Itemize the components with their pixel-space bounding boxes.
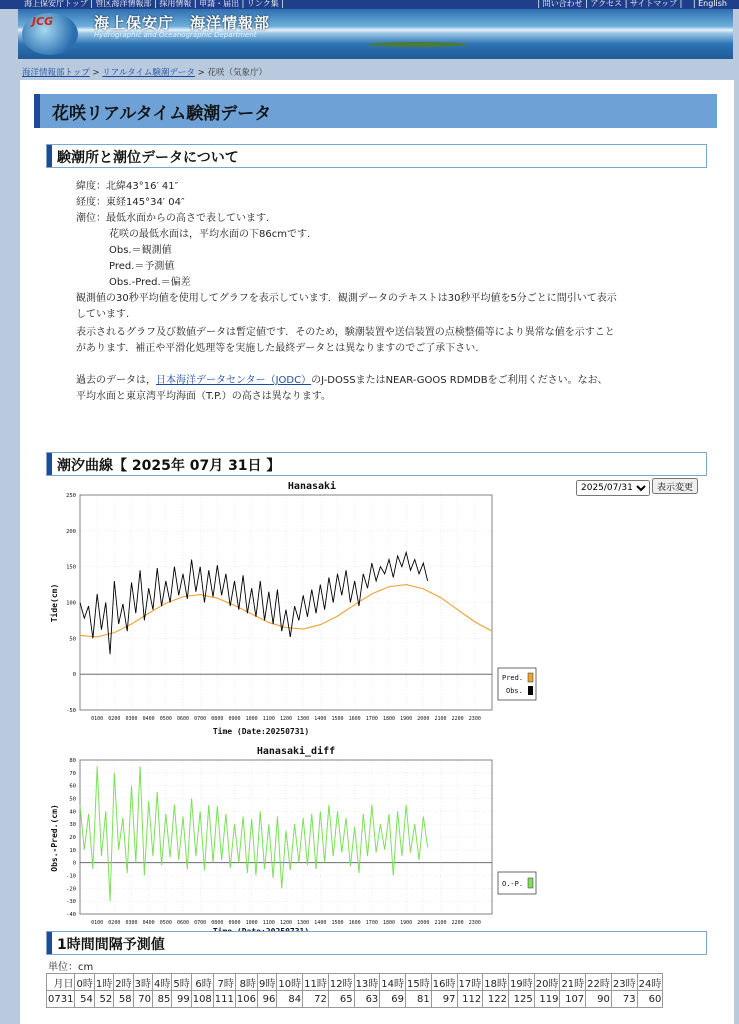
x-tick-label: 0100 [91, 716, 104, 722]
section-header-hourly [46, 931, 707, 955]
table-cell: 85 [152, 991, 171, 1008]
provisional-note-text: 表示されるグラフ及び数値データは暫定値です．そのため，験潮装置や送信装置の点検整備等により異常な値を示すこと [76, 327, 615, 338]
section-accent-bar [47, 145, 52, 167]
x-tick-label: 1500 [331, 716, 344, 722]
x-tick-label: 1800 [382, 716, 396, 722]
latitude-text: 緯度：北緯43°16′ 41″ [76, 181, 179, 192]
table-cell: 73 [611, 991, 637, 1008]
y-tick-label: -40 [66, 912, 76, 918]
site-banner [18, 9, 733, 59]
chart-title: Hanasaki_diff [256, 746, 336, 757]
x-tick-label: 0900 [228, 716, 241, 722]
section-accent-bar [47, 932, 52, 954]
past-data-text [76, 373, 608, 389]
obs-def-text: Obs.＝観測値 [109, 245, 172, 256]
x-tick-label: 0300 [125, 920, 138, 926]
site-title: 海上保安庁 海洋情報部 [94, 14, 271, 32]
table-header-cell: 1時 [94, 974, 113, 991]
breadcrumb-separator: > [194, 68, 208, 78]
datum-text: 花咲の最低水面は，平均水面の下86cmです. [109, 229, 311, 240]
table-header-cell: 16時 [431, 974, 457, 991]
jcg-logo-text: JCG [32, 15, 54, 28]
legend-pred-swatch [528, 673, 533, 682]
graph-note-text-cont: しています. [76, 309, 130, 320]
table-header-cell: 6時 [191, 974, 213, 991]
section-title-curve: 潮汐曲線【 2025年 07月 31日 】 [57, 458, 281, 474]
x-tick-label: 0100 [91, 920, 104, 926]
breadcrumb-realtime-link[interactable]: リアルタイム験潮データ [102, 68, 195, 78]
table-cell: 99 [172, 991, 191, 1008]
diff-chart [46, 744, 566, 942]
table-row [47, 991, 663, 1008]
x-tick-label: 2100 [434, 716, 447, 722]
pred-def-text: Pred.＝予測値 [109, 261, 175, 272]
y-tick-label: 20 [69, 835, 76, 841]
top-nav-left-links[interactable]: 海上保安庁トップ | 管区海洋情報部 | 採用情報 | 申請・届出 | リンク集 | [24, 0, 284, 8]
table-cell: 54 [75, 991, 94, 1008]
table-header-cell: 21時 [560, 974, 586, 991]
graph-note-text: 観測値の30秒平均値を使用してグラフを表示しています．観測データのテキストは30秒平均値を5分ごとに間引いて表示 [76, 293, 617, 304]
x-tick-label: 0500 [159, 920, 172, 926]
table-header-cell: 10時 [277, 974, 303, 991]
x-tick-label: 2000 [417, 716, 430, 722]
table-header-cell: 月日 [47, 974, 75, 991]
top-navigation [0, 0, 739, 9]
date-controls [576, 475, 698, 496]
y-tick-label: 80 [69, 758, 76, 764]
table-cell: 119 [534, 991, 560, 1008]
table-header-cell: 7時 [213, 974, 235, 991]
table-header-cell: 17時 [457, 974, 483, 991]
x-tick-label: 0500 [159, 716, 172, 722]
x-tick-label: 1800 [382, 920, 396, 926]
section-accent-bar [47, 453, 52, 475]
y-axis-label: Tide(cm) [50, 583, 59, 623]
x-tick-label: 2200 [451, 716, 464, 722]
y-tick-label: -30 [66, 899, 76, 906]
table-cell: 122 [483, 991, 509, 1008]
y-tick-label: 250 [66, 493, 76, 499]
table-cell: 84 [277, 991, 303, 1008]
x-tick-label: 0600 [176, 920, 190, 926]
x-tick-label: 0200 [108, 716, 121, 722]
x-tick-label: 1000 [245, 920, 258, 926]
table-cell: 111 [213, 991, 235, 1008]
section-title-hourly: 1時間間隔予測値 [57, 937, 165, 953]
tide-desc-text: 潮位：最低水面からの高さで表しています. [76, 213, 270, 224]
x-tick-label: 0400 [142, 920, 155, 926]
page-title: 花咲リアルタイム験潮データ [52, 104, 272, 124]
main-content [20, 80, 734, 1024]
y-tick-label: 10 [69, 847, 76, 854]
breadcrumb-separator: > [89, 68, 103, 78]
x-tick-label: 1900 [400, 716, 413, 722]
table-header-row [47, 974, 663, 991]
x-tick-label: 0400 [142, 716, 155, 722]
display-change-button[interactable]: 表示変更 [652, 478, 698, 494]
tide-chart [46, 478, 566, 740]
y-tick-label: 30 [69, 822, 76, 829]
y-tick-label: -20 [66, 886, 76, 893]
y-tick-label: 70 [69, 770, 76, 777]
legend-obs-swatch [528, 686, 533, 695]
x-tick-label: 0700 [194, 716, 207, 722]
table-cell: 81 [406, 991, 432, 1008]
table-cell: 65 [328, 991, 354, 1008]
table-cell: 106 [235, 991, 257, 1008]
past-data-text-cont: 平均水面と東京湾平均海面（T.P.）の高さは異なります。 [76, 391, 331, 402]
x-tick-label: 2200 [451, 920, 464, 926]
table-cell: 69 [380, 991, 406, 1008]
x-tick-label: 0800 [211, 716, 224, 722]
table-header-cell: 19時 [508, 974, 534, 991]
table-cell: 52 [94, 991, 113, 1008]
y-tick-label: 50 [69, 796, 76, 803]
y-tick-label: 40 [69, 809, 76, 816]
table-cell: 112 [457, 991, 483, 1008]
top-nav-right-links[interactable]: | 問い合わせ | アクセス | サイトマップ | | English [537, 0, 727, 8]
breadcrumb [22, 66, 267, 78]
table-header-cell: 12時 [328, 974, 354, 991]
past-data-rest: のJ-DOSSまたはNEAR-GOOS RDMDBをご利用ください。なお、 [311, 375, 608, 386]
table-header-cell: 5時 [172, 974, 191, 991]
x-tick-label: 1000 [245, 716, 258, 722]
x-tick-label: 1400 [314, 920, 327, 926]
x-tick-label: 1600 [348, 716, 361, 722]
table-header-cell: 3時 [133, 974, 152, 991]
table-cell: 58 [114, 991, 133, 1008]
table-header-cell: 4時 [152, 974, 171, 991]
x-tick-label: 2300 [468, 716, 481, 722]
table-header-cell: 24時 [637, 974, 663, 991]
breadcrumb-home-link[interactable]: 海洋情報部トップ [22, 68, 90, 78]
legend-obs-label: Obs. [506, 687, 523, 695]
diff-def-text: Obs.-Pred.＝偏差 [109, 277, 191, 288]
table-header-cell: 22時 [586, 974, 612, 991]
table-cell: 0731 [47, 991, 75, 1008]
x-tick-label: 2100 [434, 920, 447, 926]
y-tick-label: 100 [66, 600, 76, 607]
table-header-cell: 2時 [114, 974, 133, 991]
y-tick-label: -10 [66, 873, 76, 880]
table-cell: 90 [586, 991, 612, 1008]
x-tick-label: 1300 [297, 716, 310, 722]
x-tick-label: 1500 [331, 920, 344, 926]
section-header-about [46, 144, 707, 168]
x-tick-label: 1100 [262, 920, 275, 926]
longitude-text: 経度：東経145°34′ 04″ [76, 197, 185, 208]
section-title-about: 験潮所と潮位データについて [57, 150, 239, 166]
table-header-cell: 8時 [235, 974, 257, 991]
unit-label: 単位：cm [48, 962, 94, 973]
table-header-cell: 14時 [380, 974, 406, 991]
x-tick-label: 0800 [211, 920, 224, 926]
x-tick-label: 2000 [417, 920, 430, 926]
table-header-cell: 20時 [534, 974, 560, 991]
x-tick-label: 1700 [365, 716, 378, 722]
x-tick-label: 1700 [365, 920, 378, 926]
table-cell: 107 [560, 991, 586, 1008]
x-tick-label: 0600 [176, 716, 190, 722]
table-header-cell: 18時 [483, 974, 509, 991]
x-tick-label: 0900 [228, 920, 241, 926]
title-accent-bar [34, 94, 40, 128]
chart-title: Hanasaki [287, 481, 337, 492]
y-axis-label: Obs.-Pred.(cm) [50, 804, 59, 872]
table-header-cell: 13時 [354, 974, 380, 991]
hourly-prediction-table [46, 973, 663, 1008]
table-cell: 72 [303, 991, 329, 1008]
table-cell: 108 [191, 991, 213, 1008]
x-tick-label: 0200 [108, 920, 121, 926]
table-header-cell: 11時 [303, 974, 329, 991]
y-tick-label: 200 [66, 528, 76, 535]
y-tick-label: 50 [69, 636, 76, 643]
table-cell: 70 [133, 991, 152, 1008]
date-select[interactable] [576, 480, 650, 496]
table-header-cell: 23時 [611, 974, 637, 991]
x-tick-label: 1400 [314, 716, 327, 722]
y-tick-label: 0 [72, 672, 76, 679]
obs-series-line [80, 552, 428, 654]
legend-diff-label: O.-P. [502, 880, 524, 888]
table-cell: 96 [257, 991, 276, 1008]
x-tick-label: 1600 [348, 920, 361, 926]
x-tick-label: 0700 [194, 920, 207, 926]
section-header-curve [46, 452, 707, 476]
diff-series-line [80, 766, 428, 901]
legend-diff-swatch [528, 878, 533, 888]
x-tick-label: 1200 [279, 716, 293, 722]
table-cell: 63 [354, 991, 380, 1008]
jodc-link[interactable]: 日本海洋データセンター（JODC） [156, 375, 312, 386]
breadcrumb-current: 花咲（気象庁） [207, 68, 267, 78]
provisional-note-text-cont: があります．補正や平滑化処理等を実施した最終データとは異なりますのでご了承下さい. [76, 343, 479, 354]
x-tick-label: 1900 [400, 920, 413, 926]
x-tick-label: 1100 [262, 716, 275, 722]
table-cell: 125 [508, 991, 534, 1008]
x-tick-label: 1300 [297, 920, 310, 926]
past-data-lead: 過去のデータは， [76, 375, 156, 386]
table-header-cell: 15時 [406, 974, 432, 991]
plot-area-frame [80, 495, 492, 710]
x-tick-label: 1200 [279, 920, 293, 926]
x-tick-label: 0300 [125, 716, 138, 722]
x-tick-label: 2300 [468, 920, 481, 926]
page-title-box [34, 94, 717, 128]
y-tick-label: -50 [66, 708, 76, 714]
table-header-cell: 0時 [75, 974, 94, 991]
table-cell: 97 [431, 991, 457, 1008]
legend-pred-label: Pred. [502, 674, 524, 682]
y-tick-label: 60 [69, 783, 76, 790]
jcg-logo[interactable] [22, 13, 78, 55]
banner-island-graphic [368, 42, 468, 47]
table-header-cell: 9時 [257, 974, 276, 991]
x-axis-label: Time (Date:20250731) [212, 727, 310, 736]
site-subtitle: Hydrographic and Oceanographic Department [94, 31, 257, 39]
y-tick-label: 0 [72, 860, 76, 867]
y-tick-label: 150 [66, 564, 76, 571]
table-cell: 60 [637, 991, 663, 1008]
